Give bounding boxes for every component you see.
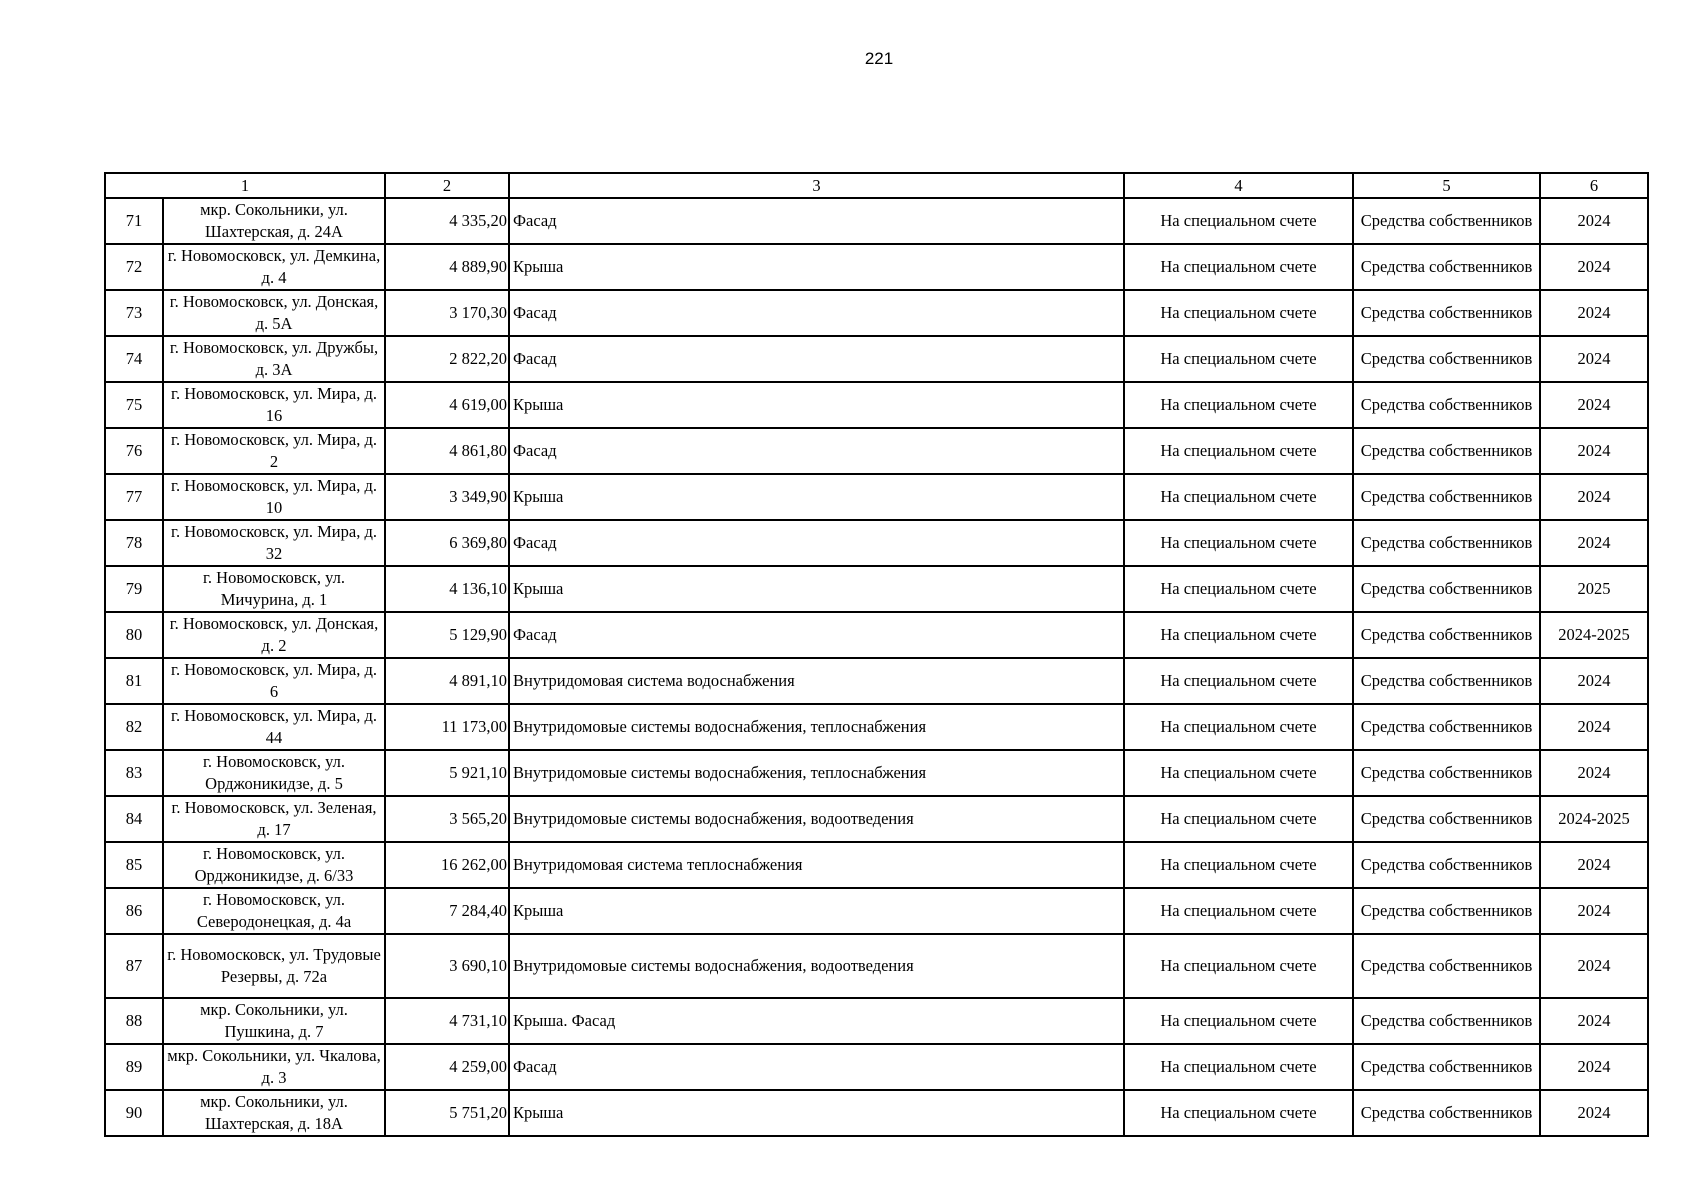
table-row bbox=[105, 888, 1648, 934]
table-row bbox=[105, 198, 1648, 244]
table-row bbox=[105, 934, 1648, 998]
row-year: 2024 bbox=[1540, 474, 1648, 520]
row-address: г. Новомосковск, ул. Трудовые Резервы, д. 72а bbox=[163, 934, 385, 998]
row-work-type: Фасад bbox=[509, 520, 1124, 566]
table-row bbox=[105, 474, 1648, 520]
table-row bbox=[105, 704, 1648, 750]
row-address: г. Новомосковск, ул. Донская, д. 2 bbox=[163, 612, 385, 658]
row-address: г. Новомосковск, ул. Северодонецкая, д. 4а bbox=[163, 888, 385, 934]
row-area: 5 129,90 bbox=[385, 612, 509, 658]
row-funding-source: Средства собственников bbox=[1353, 1090, 1540, 1136]
row-area: 4 861,80 bbox=[385, 428, 509, 474]
row-account-method: На специальном счете bbox=[1124, 1090, 1353, 1136]
row-year: 2024 bbox=[1540, 520, 1648, 566]
row-funding-source: Средства собственников bbox=[1353, 658, 1540, 704]
row-work-type: Фасад bbox=[509, 612, 1124, 658]
row-work-type: Фасад bbox=[509, 198, 1124, 244]
row-account-method: На специальном счете bbox=[1124, 842, 1353, 888]
table-row bbox=[105, 658, 1648, 704]
table-row bbox=[105, 612, 1648, 658]
row-account-method: На специальном счете bbox=[1124, 474, 1353, 520]
table-row bbox=[105, 1044, 1648, 1090]
table-row bbox=[105, 796, 1648, 842]
row-funding-source: Средства собственников bbox=[1353, 566, 1540, 612]
row-account-method: На специальном счете bbox=[1124, 198, 1353, 244]
row-work-type: Внутридомовые системы водоснабжения, водоотведения bbox=[509, 934, 1124, 998]
row-address: г. Новомосковск, ул. Мира, д. 2 bbox=[163, 428, 385, 474]
row-year: 2024 bbox=[1540, 888, 1648, 934]
row-year: 2024 bbox=[1540, 290, 1648, 336]
header-col-5: 5 bbox=[1353, 173, 1540, 198]
row-work-type: Фасад bbox=[509, 290, 1124, 336]
row-number: 77 bbox=[105, 474, 163, 520]
row-area: 4 259,00 bbox=[385, 1044, 509, 1090]
row-funding-source: Средства собственников bbox=[1353, 796, 1540, 842]
table-row bbox=[105, 290, 1648, 336]
row-account-method: На специальном счете bbox=[1124, 566, 1353, 612]
row-account-method: На специальном счете bbox=[1124, 704, 1353, 750]
row-number: 78 bbox=[105, 520, 163, 566]
row-account-method: На специальном счете bbox=[1124, 520, 1353, 566]
page-number: 221 bbox=[864, 49, 894, 68]
row-account-method: На специальном счете bbox=[1124, 796, 1353, 842]
row-funding-source: Средства собственников bbox=[1353, 842, 1540, 888]
row-work-type: Внутридомовая система водоснабжения bbox=[509, 658, 1124, 704]
row-account-method: На специальном счете bbox=[1124, 290, 1353, 336]
row-number: 81 bbox=[105, 658, 163, 704]
row-address: г. Новомосковск, ул. Зеленая, д. 17 bbox=[163, 796, 385, 842]
row-address: г. Новомосковск, ул. Мира, д. 10 bbox=[163, 474, 385, 520]
row-year: 2024 bbox=[1540, 1044, 1648, 1090]
row-year: 2024 bbox=[1540, 336, 1648, 382]
row-address: г. Новомосковск, ул. Мичурина, д. 1 bbox=[163, 566, 385, 612]
row-account-method: На специальном счете bbox=[1124, 934, 1353, 998]
row-address: мкр. Сокольники, ул. Шахтерская, д. 24А bbox=[163, 198, 385, 244]
row-funding-source: Средства собственников bbox=[1353, 244, 1540, 290]
row-year: 2025 bbox=[1540, 566, 1648, 612]
row-work-type: Крыша bbox=[509, 382, 1124, 428]
row-work-type: Крыша bbox=[509, 244, 1124, 290]
row-area: 11 173,00 bbox=[385, 704, 509, 750]
row-funding-source: Средства собственников bbox=[1353, 520, 1540, 566]
row-address: мкр. Сокольники, ул. Шахтерская, д. 18А bbox=[163, 1090, 385, 1136]
row-number: 75 bbox=[105, 382, 163, 428]
row-funding-source: Средства собственников bbox=[1353, 934, 1540, 998]
row-year: 2024 bbox=[1540, 1090, 1648, 1136]
row-work-type: Внутридомовые системы водоснабжения, теплоснабжения bbox=[509, 750, 1124, 796]
row-number: 90 bbox=[105, 1090, 163, 1136]
row-number: 79 bbox=[105, 566, 163, 612]
row-area: 16 262,00 bbox=[385, 842, 509, 888]
row-funding-source: Средства собственников bbox=[1353, 612, 1540, 658]
table-row bbox=[105, 428, 1648, 474]
header-col-1: 1 bbox=[105, 173, 385, 198]
row-account-method: На специальном счете bbox=[1124, 382, 1353, 428]
row-funding-source: Средства собственников bbox=[1353, 750, 1540, 796]
row-year: 2024 bbox=[1540, 998, 1648, 1044]
row-address: г. Новомосковск, ул. Демкина, д. 4 bbox=[163, 244, 385, 290]
row-work-type: Крыша. Фасад bbox=[509, 998, 1124, 1044]
row-year: 2024-2025 bbox=[1540, 796, 1648, 842]
table-row bbox=[105, 520, 1648, 566]
row-address: г. Новомосковск, ул. Мира, д. 6 bbox=[163, 658, 385, 704]
row-work-type: Крыша bbox=[509, 474, 1124, 520]
row-year: 2024-2025 bbox=[1540, 612, 1648, 658]
row-area: 4 619,00 bbox=[385, 382, 509, 428]
row-area: 4 136,10 bbox=[385, 566, 509, 612]
row-account-method: На специальном счете bbox=[1124, 428, 1353, 474]
row-funding-source: Средства собственников bbox=[1353, 474, 1540, 520]
row-number: 72 bbox=[105, 244, 163, 290]
row-account-method: На специальном счете bbox=[1124, 998, 1353, 1044]
row-number: 80 bbox=[105, 612, 163, 658]
row-funding-source: Средства собственников bbox=[1353, 290, 1540, 336]
row-work-type: Фасад bbox=[509, 1044, 1124, 1090]
row-number: 71 bbox=[105, 198, 163, 244]
row-funding-source: Средства собственников bbox=[1353, 336, 1540, 382]
row-address: г. Новомосковск, ул. Дружбы, д. 3А bbox=[163, 336, 385, 382]
table-row bbox=[105, 244, 1648, 290]
row-area: 3 349,90 bbox=[385, 474, 509, 520]
row-year: 2024 bbox=[1540, 750, 1648, 796]
row-number: 84 bbox=[105, 796, 163, 842]
row-address: мкр. Сокольники, ул. Пушкина, д. 7 bbox=[163, 998, 385, 1044]
row-area: 5 921,10 bbox=[385, 750, 509, 796]
row-area: 4 335,20 bbox=[385, 198, 509, 244]
row-funding-source: Средства собственников bbox=[1353, 704, 1540, 750]
row-work-type: Внутридомовая система теплоснабжения bbox=[509, 842, 1124, 888]
row-area: 2 822,20 bbox=[385, 336, 509, 382]
header-col-2: 2 bbox=[385, 173, 509, 198]
row-number: 89 bbox=[105, 1044, 163, 1090]
table-row bbox=[105, 998, 1648, 1044]
row-work-type: Крыша bbox=[509, 1090, 1124, 1136]
row-year: 2024 bbox=[1540, 428, 1648, 474]
row-address: г. Новомосковск, ул. Орджоникидзе, д. 5 bbox=[163, 750, 385, 796]
row-work-type: Внутридомовые системы водоснабжения, водоотведения bbox=[509, 796, 1124, 842]
row-address: г. Новомосковск, ул. Мира, д. 44 bbox=[163, 704, 385, 750]
row-work-type: Фасад bbox=[509, 336, 1124, 382]
table-row bbox=[105, 1090, 1648, 1136]
row-account-method: На специальном счете bbox=[1124, 888, 1353, 934]
row-account-method: На специальном счете bbox=[1124, 750, 1353, 796]
row-work-type: Внутридомовые системы водоснабжения, теплоснабжения bbox=[509, 704, 1124, 750]
row-year: 2024 bbox=[1540, 244, 1648, 290]
row-account-method: На специальном счете bbox=[1124, 336, 1353, 382]
row-funding-source: Средства собственников bbox=[1353, 428, 1540, 474]
row-work-type: Фасад bbox=[509, 428, 1124, 474]
row-account-method: На специальном счете bbox=[1124, 658, 1353, 704]
row-funding-source: Средства собственников bbox=[1353, 888, 1540, 934]
header-col-6: 6 bbox=[1540, 173, 1648, 198]
row-account-method: На специальном счете bbox=[1124, 612, 1353, 658]
row-year: 2024 bbox=[1540, 842, 1648, 888]
row-number: 82 bbox=[105, 704, 163, 750]
row-account-method: На специальном счете bbox=[1124, 244, 1353, 290]
table-row bbox=[105, 336, 1648, 382]
row-number: 85 bbox=[105, 842, 163, 888]
row-funding-source: Средства собственников bbox=[1353, 198, 1540, 244]
row-year: 2024 bbox=[1540, 382, 1648, 428]
row-address: г. Новомосковск, ул. Мира, д. 16 bbox=[163, 382, 385, 428]
row-number: 87 bbox=[105, 934, 163, 998]
row-address: г. Новомосковск, ул. Орджоникидзе, д. 6/33 bbox=[163, 842, 385, 888]
row-area: 3 170,30 bbox=[385, 290, 509, 336]
row-year: 2024 bbox=[1540, 198, 1648, 244]
header-col-4: 4 bbox=[1124, 173, 1353, 198]
table-header-row bbox=[105, 173, 1648, 198]
row-address: г. Новомосковск, ул. Мира, д. 32 bbox=[163, 520, 385, 566]
row-number: 86 bbox=[105, 888, 163, 934]
row-account-method: На специальном счете bbox=[1124, 1044, 1353, 1090]
row-area: 7 284,40 bbox=[385, 888, 509, 934]
row-number: 88 bbox=[105, 998, 163, 1044]
row-address: г. Новомосковск, ул. Донская, д. 5А bbox=[163, 290, 385, 336]
row-number: 73 bbox=[105, 290, 163, 336]
row-work-type: Крыша bbox=[509, 888, 1124, 934]
row-area: 3 690,10 bbox=[385, 934, 509, 998]
row-area: 4 889,90 bbox=[385, 244, 509, 290]
row-address: мкр. Сокольники, ул. Чкалова, д. 3 bbox=[163, 1044, 385, 1090]
row-year: 2024 bbox=[1540, 934, 1648, 998]
row-area: 6 369,80 bbox=[385, 520, 509, 566]
row-work-type: Крыша bbox=[509, 566, 1124, 612]
row-year: 2024 bbox=[1540, 704, 1648, 750]
row-area: 3 565,20 bbox=[385, 796, 509, 842]
table-row bbox=[105, 842, 1648, 888]
repair-schedule-table bbox=[104, 172, 1649, 1137]
table-row bbox=[105, 566, 1648, 612]
row-number: 74 bbox=[105, 336, 163, 382]
row-area: 5 751,20 bbox=[385, 1090, 509, 1136]
row-year: 2024 bbox=[1540, 658, 1648, 704]
row-funding-source: Средства собственников bbox=[1353, 382, 1540, 428]
row-funding-source: Средства собственников bbox=[1353, 998, 1540, 1044]
row-number: 76 bbox=[105, 428, 163, 474]
row-area: 4 731,10 bbox=[385, 998, 509, 1044]
header-col-3: 3 bbox=[509, 173, 1124, 198]
row-area: 4 891,10 bbox=[385, 658, 509, 704]
table-row bbox=[105, 382, 1648, 428]
row-funding-source: Средства собственников bbox=[1353, 1044, 1540, 1090]
table-row bbox=[105, 750, 1648, 796]
row-number: 83 bbox=[105, 750, 163, 796]
